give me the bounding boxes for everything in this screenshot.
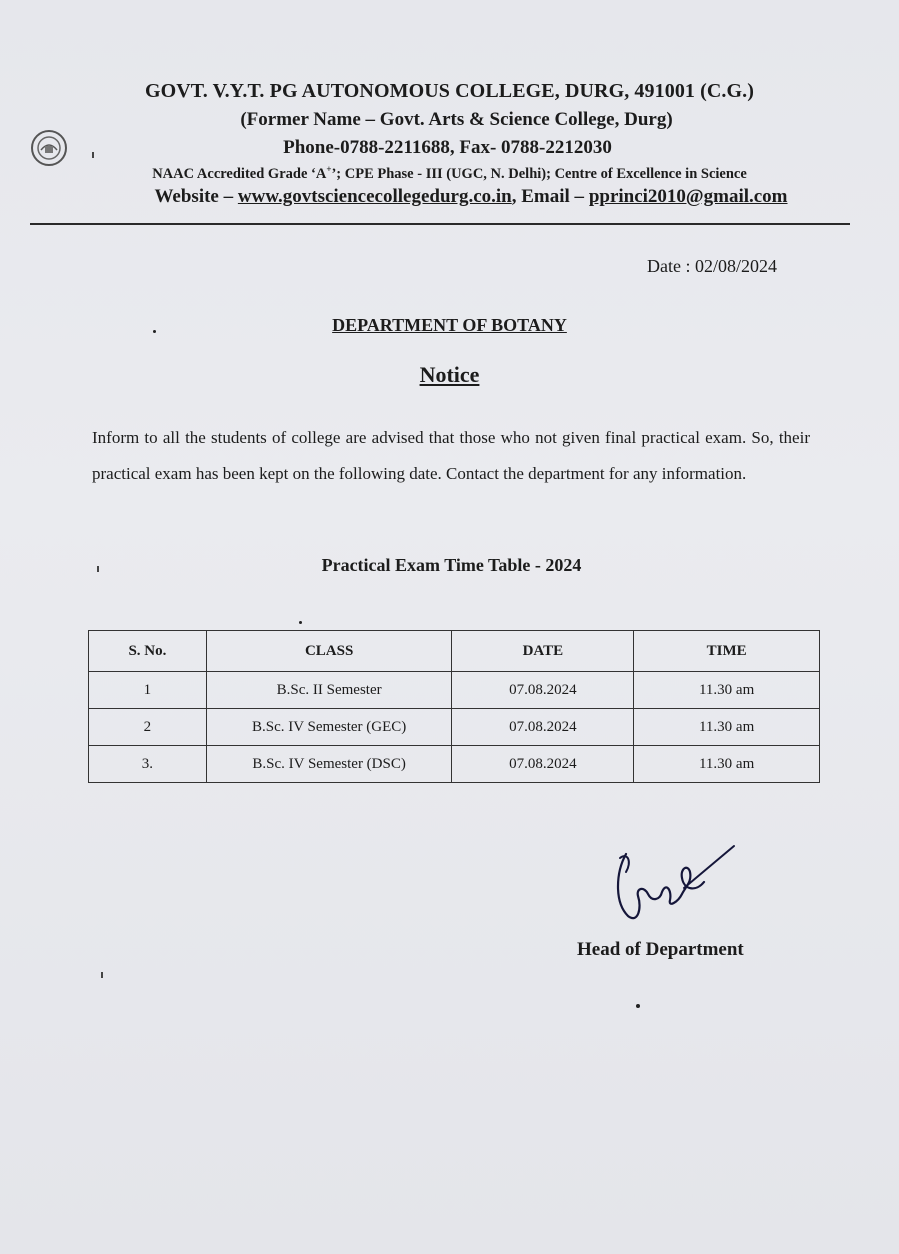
signature-mark [608, 842, 738, 932]
phone-fax: Phone-0788-2211688, Fax- 0788-2212030 [283, 137, 612, 158]
scan-speck [92, 152, 94, 158]
cell-date: 07.08.2024 [452, 672, 634, 709]
scan-speck [153, 330, 156, 333]
cell-class: B.Sc. IV Semester (GEC) [206, 709, 452, 746]
cell-class: B.Sc. II Semester [206, 672, 452, 709]
scan-speck [636, 1004, 640, 1008]
signatory-title: Head of Department [577, 939, 744, 960]
timetable-title: Practical Exam Time Table - 2024 [321, 555, 582, 575]
cell-date: 07.08.2024 [452, 709, 634, 746]
cell-sno: 1 [89, 672, 207, 709]
department-heading: DEPARTMENT OF BOTANY [332, 315, 567, 335]
scan-speck [101, 972, 103, 978]
cell-time: 11.30 am [634, 746, 820, 783]
cell-class: B.Sc. IV Semester (DSC) [206, 746, 452, 783]
contact-line: Website – www.govtsciencecollegedurg.co.in, Email – pprinci2010@gmail.com [154, 186, 788, 207]
header-divider [30, 223, 850, 225]
notice-body: Inform to all the students of college are advised that those who not given final practical exam. So, their practical exam has been kept on the following date. Contact the department for any information. [92, 428, 810, 483]
table-row [89, 746, 820, 783]
email-link[interactable]: pprinci2010@gmail.com [588, 186, 788, 207]
table-header-row [89, 631, 820, 672]
col-header-time: TIME [634, 631, 820, 672]
website-link[interactable]: www.govtsciencecollegedurg.co.in [237, 186, 512, 207]
col-header-date: DATE [452, 631, 634, 672]
col-header-sno: S. No. [89, 631, 207, 672]
exam-timetable [88, 630, 820, 783]
table-row [89, 709, 820, 746]
table-row [89, 672, 820, 709]
scan-speck [97, 566, 99, 572]
college-name: GOVT. V.Y.T. PG AUTONOMOUS COLLEGE, DURG, 491001 (C.G.) [144, 80, 755, 102]
notice-title: Notice [419, 362, 480, 387]
cell-sno: 2 [89, 709, 207, 746]
cell-date: 07.08.2024 [452, 746, 634, 783]
notice-date: Date : 02/08/2024 [647, 256, 777, 276]
scan-speck [299, 621, 302, 624]
cell-sno: 3. [89, 746, 207, 783]
accreditation-line: NAAC Accredited Grade ‘A+’; CPE Phase - III (UGC, N. Delhi); Centre of Excellence in Science [152, 164, 747, 182]
former-name: (Former Name – Govt. Arts & Science College, Durg) [240, 109, 673, 130]
col-header-class: CLASS [206, 631, 452, 672]
cell-time: 11.30 am [634, 709, 820, 746]
cell-time: 11.30 am [634, 672, 820, 709]
